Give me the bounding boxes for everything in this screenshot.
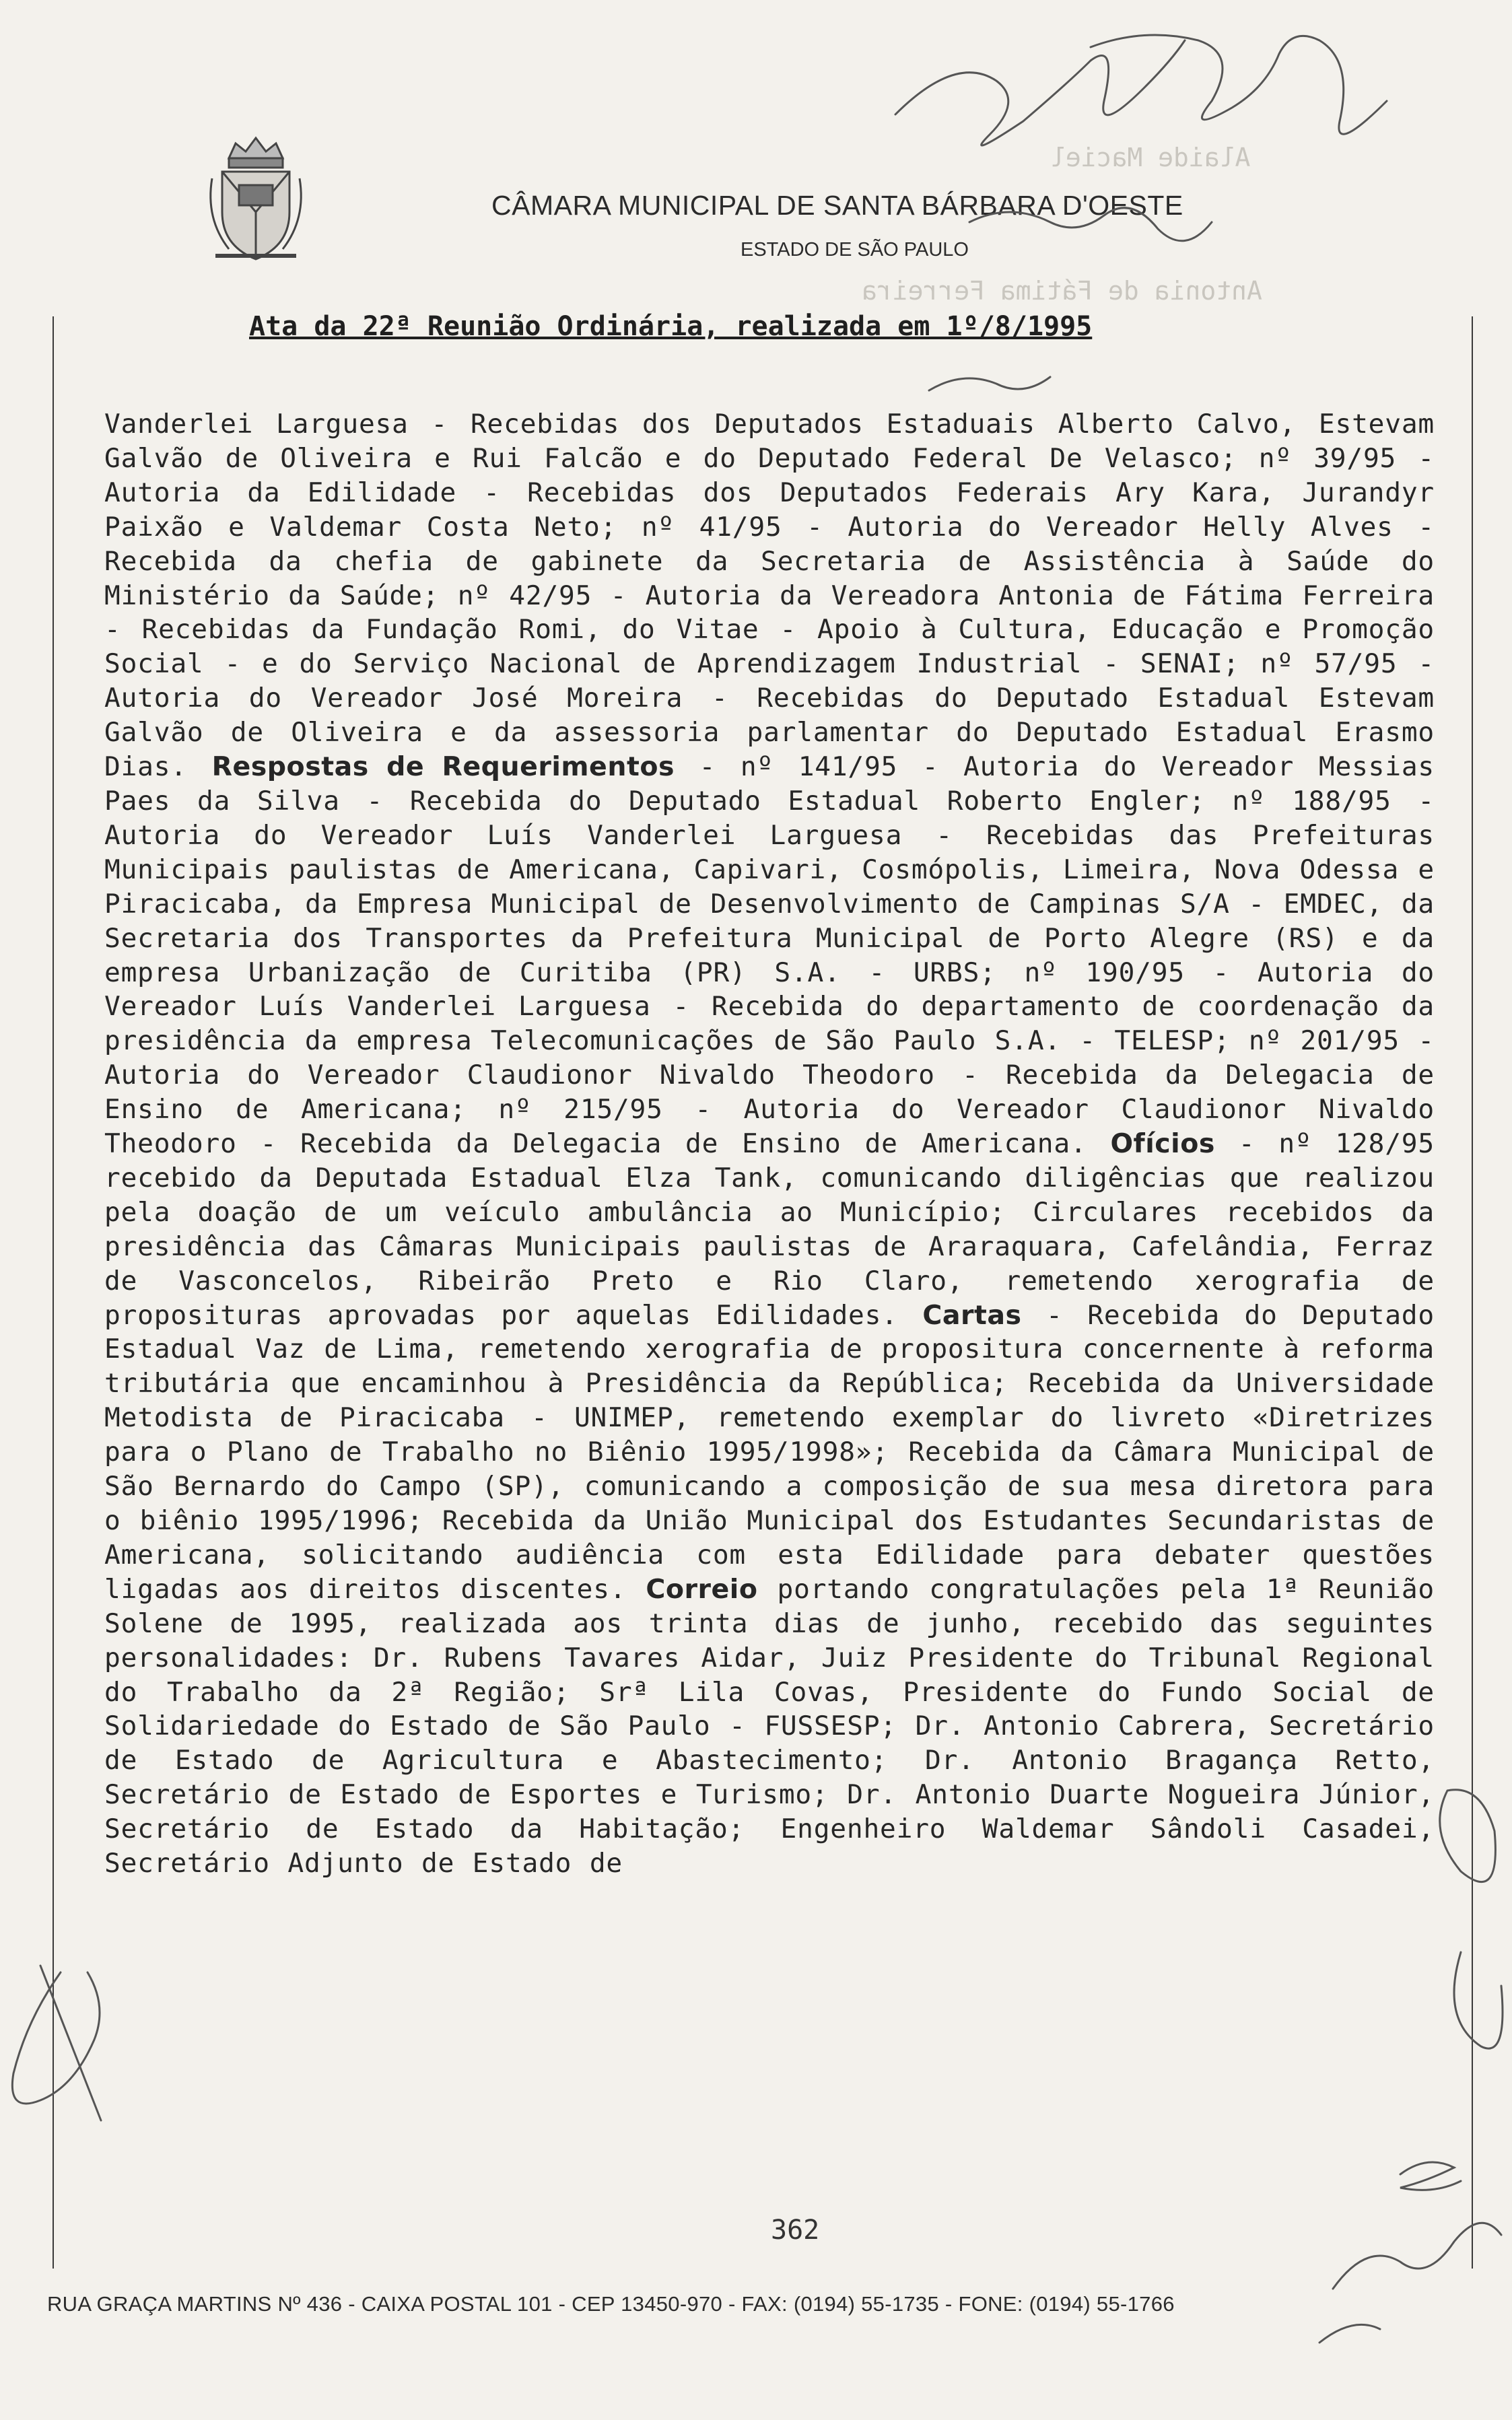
state-name: ESTADO DE SÃO PAULO bbox=[741, 239, 969, 261]
paragraph-3: - nº 128/95 recebido da Deputada Estadual Elza Tank, comunicando diligências que realizou pela doação de um veículo ambulância ao Município; Circulares recebidos da presidência das Câmaras Municipais paulistas de Araraquara, Cafelândia, Ferraz de Vasconcelos, Ribeirão Preto e Rio Claro, remetendo xerografia de proposituras aprovadas por aquelas Edilidades. bbox=[104, 1128, 1435, 1331]
minutes-body bbox=[104, 407, 1435, 1881]
institution-name: CÂMARA MUNICIPAL DE SANTA BÁRBARA D'OESTE bbox=[491, 190, 1183, 221]
page-number: 362 bbox=[771, 2215, 820, 2246]
paragraph-1: Vanderlei Larguesa - Recebidas dos Deputados Estaduais Alberto Calvo, Estevam Galvão de Oliveira e Rui Falcão e do Deputado Federal De Velasco; nº 39/95 - Autoria da Edilidade - Recebidas dos Deputados Federais Ary Kara, Jurandyr Paixão e Valdemar Costa Neto; nº 41/95 - Autoria do Vereador Helly Alves - Recebida da chefia de gabinete da Secretaria de Assistência à Saúde do Ministério da Saúde; nº 42/95 - Autoria da Vereadora Antonia de Fátima Ferreira - Recebidas da Fundação Romi, do Vitae - Apoio à Cultura, Educação e Promoção Social - e do Serviço Nacional de Aprendizagem Industrial - SENAI; nº 57/95 - Autoria do Vereador José Moreira - Recebidas do Deputado Estadual Estevam Galvão de Oliveira e da assessoria parlamentar do Deputado Estadual Erasmo Dias. bbox=[104, 409, 1435, 783]
coat-of-arms-icon bbox=[202, 131, 310, 266]
left-margin-rule bbox=[53, 316, 54, 2269]
paragraph-4: - Recebida do Deputado Estadual Vaz de Lima, remetendo xerografia de propositura concernente à reforma tributária que encaminhou à Presidência da República; Recebida da Universidade Metodista de Piracicaba - UNIMEP, remetendo exemplar do livreto «Diretrizes para o Plano de Trabalho no Biênio 1995/1998»; Recebida da Câmara Municipal de São Bernardo do Campo (SP), comunicando a composição de sua mesa diretora para o biênio 1995/1996; Recebida da União Municipal dos Estudantes Secundaristas de Americana, solicitando audiência com esta Edilidade para debater questões ligadas aos direitos discentes. bbox=[104, 1299, 1435, 1605]
heading-respostas: Respostas de Requerimentos bbox=[211, 751, 675, 783]
footer-address: RUA GRAÇA MARTINS Nº 436 - CAIXA POSTAL 101 - CEP 13450-970 - FAX: (0194) 55-1735 - FONE: (0194) 55-1766 bbox=[47, 2292, 1175, 2316]
right-margin-rule bbox=[1472, 316, 1473, 2269]
paragraph-5: portando congratulações pela 1ª Reunião Solene de 1995, realizada aos trinta dias de junho, recebido das seguintes personalidades: Dr. Rubens Tavares Aidar, Juiz Presidente do Tribunal Regional do Trabalho da 2ª Região; Srª Lila Covas, Presidente do Fundo Social de Solidariedade do Estado de São Paulo - FUSSESP; Dr. Antonio Cabrera, Secretário de Estado de Agricultura e Abastecimento; Dr. Antonio Bragança Retto, Secretário de Estado de Esportes e Turismo; Dr. Antonio Duarte Nogueira Júnior, Secretário de Estado da Habitação; Engenheiro Waldemar Sândoli Casadei, Secretário Adjunto de Estado de bbox=[104, 1573, 1435, 1879]
heading-oficios: Ofícios bbox=[1110, 1128, 1215, 1160]
heading-cartas: Cartas bbox=[922, 1299, 1022, 1331]
bleed-through-name-2: Antonia de Fátima Ferreira bbox=[862, 276, 1262, 306]
paragraph-2: - nº 141/95 - Autoria do Vereador Messias Paes da Silva - Recebida do Deputado Estadual Roberto Engler; nº 188/95 - Autoria do Vereador Luís Vanderlei Larguesa - Recebidas das Prefeituras Municipais paulistas de Americana, Capivari, Cosmópolis, Limeira, Nova Odessa e Piracicaba, da Empresa Municipal de Desenvolvimento de Campinas S/A - EMDEC, da Secretaria dos Transportes da Prefeitura Municipal de Porto Alegre (RS) e da empresa Urbanização de Curitiba (PR) S.A. - URBS; nº 190/95 - Autoria do Vereador Luís Vanderlei Larguesa - Recebida do departamento de coordenação da presidência da empresa Telecomunicações de São Paulo S.A. - TELESP; nº 201/95 - Autoria do Vereador Claudionor Nivaldo Theodoro - Recebida da Delegacia de Ensino de Americana; nº 215/95 - Autoria do Vereador Claudionor Nivaldo Theodoro - Recebida da Delegacia de Ensino de Americana. bbox=[104, 751, 1435, 1160]
heading-correio: Correio bbox=[646, 1573, 758, 1605]
page-title: Ata da 22ª Reunião Ordinária, realizada em 1º/8/1995 bbox=[249, 311, 1093, 342]
bleed-through-name-1: Alaide Maciel bbox=[1050, 143, 1251, 172]
